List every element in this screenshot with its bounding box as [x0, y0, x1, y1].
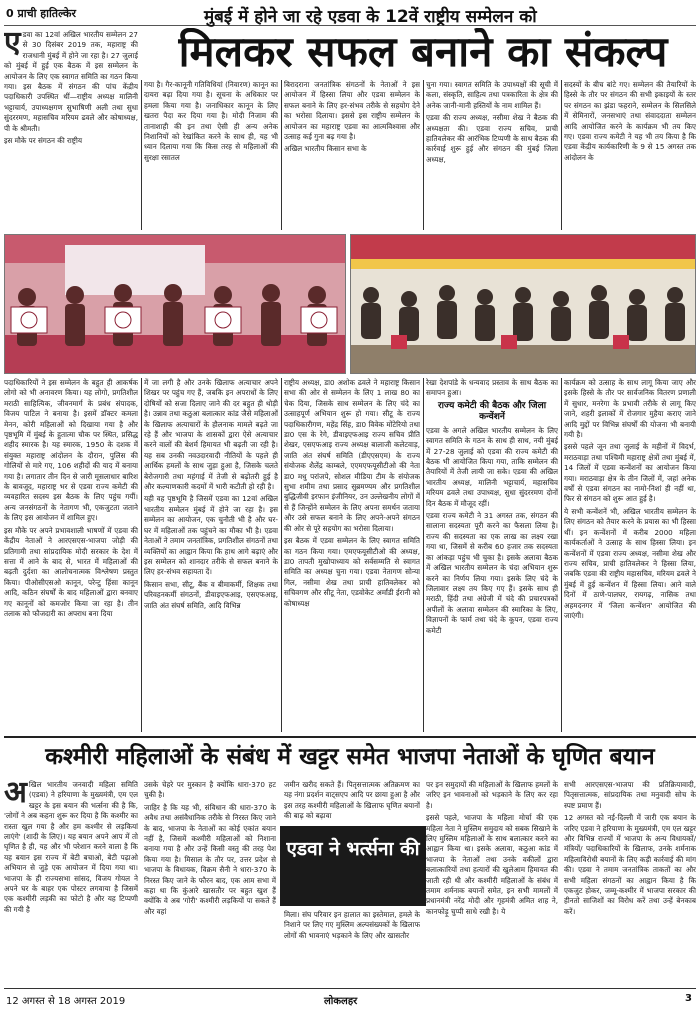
- secondary-headline: कश्मीरी महिलाओं के संबंध में खट्टर समेत भाजपा नेताओं के घृणित बयान: [4, 736, 696, 776]
- paragraph: 12 अगस्त को नई-दिल्ली में जारी एक बयान के जरिए एडवा ने हरियाणा के मुख्यमंत्री, एम एल खट्टर और विभिन्न राज्यों में भाजपा के अन्य विधायकों/ मंत्रियों/ पदाधिकारियों के खिलाफ, उनके शर्मनाक महिलाविरोधी बयानों के लिए कड़ी कार्रवाई की मांग की। एडवा ने तमाम जनतांत्रिक ताकतों का और सभी महिला संगठनों का आह्वान किया है कि एकजुट होकर, जम्मू-कश्मीर में भाजपा सरकार की हीनतो साजिशों का विरोध करें तथा उन्हें बेनकाब करें।: [564, 813, 696, 916]
- paragraph: राष्ट्रीय अध्यक्ष, डा0 अशोक ढवले ने महाराष्ट्र किसान सभा की ओर से सम्मेलन के लिए 1 लाख 80 का चेक दिया, जिसके साथ सम्मेलन के लिए चंदे का उत्साहपूर्ण अभियान शुरू हो गया। सीटू के राज्य पदाधिकारीगण, महेंद्र सिंह, डा0 विवेक मोंटेरियो तथा डा0 एस के रेगे, डीवाइएफआइ राज्य सचिव प्रीति शेखर, एसएफआइ राज्य अध्यक्ष बालाजी कलेटवाड़, जाति अंत संघर्ष समिति (डीएएसएम) के राज्य संयोजक शैलेंद्र काम्बले, एएमएफयूसीटीओ की नेता डा0 मधु परांजपे, सोशल मीडिया टीम के संयोजक सुभा शमीम तथा प्रसाद सुब्रमण्यम और प्रगतिशील बुद्धिजीवी इरफान इंजीनियर, उन उल्लेखनीय लोगों में से हैं जिन्होंने सम्मेलन के लिए अपना समर्थन जताया और उसे सफल बनाने के लिए अपने-अपने संगठन की ओर से पूरे सहयोग का भरोसा दिलाया।: [284, 378, 420, 533]
- paragraph: गया है। गैर-कानूनी गतिविधियां (निवारण) कानून का दायरा बढ़ा दिया गया है। सूचना के अधिकार पर हमला किया गया है। जनाधिकार कानून के लिए खतरा पैदा कर दिया गया है। मोदी निजाम की तानाशाही की इन तथा ऐसी ही अन्य अनेक निशानियों को रेखांकित करने के साथ ही, यह भी ध्यान दिलाया गया कि किस तरह से महिलाओं की सुरक्षा रसातल: [144, 80, 278, 162]
- kicker-headline: मुंबई में होने जा रहे एडवा के 12वें राष्ट्रीय सम्मेलन को: [204, 7, 537, 27]
- paragraph: पर इन समुदायों की महिलाओं के खिलाफ हमलों के जरिए इन भावनाओं को भड़काने के लिए कर रहा है।: [426, 780, 558, 810]
- paragraph: एडवा राज्य कमेटी ने 31 अगस्त तक, संगठन की सालाना सदस्यता पूरी करने का फैसला लिया है। राज्य की सदस्यता का एक लाख का लक्ष्य रखा गया था, जिसमें से करीब 60 हजार तक सदस्यता का आंकड़ा पहुंच भी चुका है। इसके अलावा बैठक में अखिल भारतीय सम्मेलन के चंदा अभियान शुरू करने का निर्णय लिया गया। इसके लिए चंदे के जिलावार लक्ष्य तय किए गए हैं। इसके साथ ही मराठी, हिंदी तथा अंग्रेजी में चंदे की प्रचारपत्रकों अपीलों के अलावा सम्मेलन की स्मारिका के लिए, विज्ञापनों के फार्म तथा चंदे के कूपन, एडवा राज्य कमेटी: [426, 511, 558, 635]
- story1-column-3b: [284, 378, 420, 732]
- paragraph: जमीन खरीद सकते हैं। पितृसत्तात्मक अतिक्रमण का यह नंगा प्रदर्शन वाट्सएप आदि पर छाया हुआ है और इस तरह कश्मीरी महिलाओं के खिलाफ घृणित बयानों की बाढ़ को बढ़ावा: [284, 780, 420, 821]
- paragraph: चुना गया। स्वागत समिति के उपाध्यक्षों की सूची में कला, संस्कृति, साहित्य तथा पत्रकारिता के क्षेत्र की अनेक जानी-मानी हस्तियों के नाम शामिल हैं।: [426, 80, 558, 110]
- column-divider: [561, 80, 562, 230]
- paragraph: रेखा देशपांडे के धन्यवाद प्रस्ताव के साथ बैठक का समापन हुआ।: [426, 378, 558, 398]
- column-divider: [141, 378, 142, 732]
- page-footer: [4, 988, 696, 1008]
- paragraph: किसान सभा, सीटू, बैंक व बीमाकर्मी, शिक्षक तथा परिवहनकर्मी संगठनों, डीवाइएफआइ, एसएफआइ, जाति अंत संघर्ष समिति, आदि विभिन्न: [144, 579, 278, 610]
- paragraph: खिल भारतीय जनवादी महिला समिति (एडवा) ने हरियाणा के मुख्यमंत्री, एम एल खट्टर के इस बयान की भर्त्सना की है कि, 'लोगों ने अब कहना शुरू कर दिया है कि कश्मीर का रास्ता खुल गया है और हम कश्मीर से लड़कियां लाएंगे' (शादी के लिए)। यह बयान अपने आप में तो घृणित है ही, यह और भी परेशान करने वाला है कि यह बयान इस राज्य में बेटी बचाओ, बेटी पढ़ाओ अभियान से जुड़े एक आयोजन में दिया गया था। भाजपा के ही राज्यसभा सांसद, विजय गोयल ने अपने घर के बाहर एक पोस्टर लगवाया है जिसमें एक कश्मीरी लड़की का फोटो है और यह टिप्पणी की गयी है: [4, 780, 138, 914]
- column-divider: [561, 378, 562, 732]
- paragraph: में जा लगी है और उनके खिलाफ अत्याचार अपने शिखर पर पहुंच गए हैं, जबकि इन अपराधों के लिए दोषियों को सजा दिलाए जाने की दर बहुत ही थोड़ी है। उन्नाव तथा कठुआ बलात्कार कांड जैसे महिलाओं के खिलाफ अत्याचारों के हौलनाक मामले बढ़ते जा रहे हैं और भाजपा के शासकों द्वारा ऐसे अत्याचार करने वालों की बेशर्म हिमायत भी बढ़ती जा रही है। यह सब उनकी नवउदारवादी नीतियों के पहले ही आर्थिक हमलों के साथ जुड़ा हुआ है, जिसके चलते बेरोजगारी तथा महंगाई में तेजी से बढ़ोतरी हुई है और कल्याणकारी कदमों में भारी कटौती हो रही है।: [144, 378, 278, 492]
- story2-column-3-top: [284, 780, 420, 824]
- paragraph: यही वह पृष्ठभूमि है जिसमें एडवा का 12वां अखिल भारतीय सम्मेलन मुंबई में होने जा रहा है। इस सम्मेलन का आयोजन, एक चुनौती भी है और घर-घर में महिलाओं तक पहुंचने का मौका भी है। एडवा नेताओं ने तमाम जनतांत्रिक, प्रगतिशील संगठनों तथा व्यक्तियों का आह्वान किया कि हाथ आगे बढ़ाएं और इस सम्मेलन को शानदार तरीके से सफल बनाने के लिए हर-संभव सहायता दें।: [144, 494, 278, 577]
- story1-column-4: [426, 80, 558, 230]
- paragraph: एडवा की राज्य अध्यक्ष, नसीमा शेख ने बैठक की अध्यक्षता की। एडवा राज्य सचिव, प्राची हातिवलेकर की आरंभिक टिप्पणी के साथ बैठक की कार्रवाई शुरू हुई और संगठन की मुंबई जिला अध्यक्ष,: [426, 113, 558, 164]
- paragraph: डवा का 12वां अखिल भारतीय सम्मेलन 27 से 30 दिसंबर 2019 तक, महाराष्ट्र की राजधानी मुंबई में होने जा रहा है। 27 जुलाई को मुंबई में हुई एक बैठक में इस सम्मेलन के आयोजन के लिए एक स्वागत समिति का गठन किया गया। इस बैठक में संगठन की पांच केंद्रीय पदाधिकारी उपस्थित थीं—राष्ट्रीय अध्यक्ष मालिनी भट्टाचार्य, उपाध्यक्षगण सुभाषिणी अली तथा सुधा सुंदररमण, महासचिव मरियम ढवले और कोषाध्यक्ष, पी के श्रीमती।: [4, 30, 138, 133]
- story1-column-4b: [426, 378, 558, 732]
- paragraph: सदस्यों के बीच बांटे गए। सम्मेलन की तैयारियों के हिस्से के तौर पर संगठन की सभी इकाइयों के स्तर पर संगठन का झंडा फहराने, सम्मेलन के सिलसिले में सेमिनारों, जनसभाएं तथा संवाददाता सम्मेलन आदि आयोजित करने के कार्यक्रम भी तय किए गए। एडवा राज्य कमेटी ने यह भी तय किया है कि एडवा केंद्रीय कार्यकारिणी के 9 से 15 अगस्त तक आंदोलन के: [564, 80, 696, 162]
- paragraph: बिरादराना जनतांत्रिक संगठनों के नेताओं ने इस आयोजन में हिस्सा लिया और एडवा सम्मेलन के सफल बनाने के लिए हर-संभव तरीके से सहयोग देने का भरोसा दिलाया। इससे इस राष्ट्रीय सम्मेलन के आयोजन का महाराष्ट्र एडवा का आत्मविश्वास और उत्साह कई गुना बढ़ गया है।: [284, 80, 420, 142]
- paragraph: कार्यक्रम को उत्साह के साथ लागू किया जाए और इसके हिस्से के तौर पर सार्वजनिक वितरण प्रणाली में सुधार, मनरेगा के प्रभावी तरीके से लागू किए जाने, शहरी इलाकों में रोजगार मुहैया कराए जाने आदि मुद्दों पर विभिन्न संघर्षों की योजना भी बनायी गयी है।: [564, 378, 696, 440]
- story1-column-1b: [4, 378, 138, 732]
- top-bar: [4, 4, 696, 26]
- photo-logo-unveiling-illustration: [5, 235, 346, 374]
- column-divider: [423, 80, 424, 230]
- paragraph: उसके चेहरे पर मुस्कान है क्योंकि धारा-370 हट चुकी है।: [144, 780, 276, 800]
- paragraph: मिला। संघ परिवार इन हालात का इस्तेमाल, हमले के निशाने पर लिए गए मुस्लिम अल्पसंख्यकों के खिलाफ लोगों की भावनाएं भड़काने के लिए और खासतौर: [284, 910, 420, 940]
- paragraph: इस मौके पर अपने प्रभावशाली भाषणों में एडवा की केंद्रीय नेताओं ने आरएसएस-भाजपा जोड़ी की प्रतिगामी तथा सांप्रदायिक मोदी सरकार के देश में सत्ता में आने के बाद से, भारत में महिलाओं की बढ़ती दुर्दशा का आलोचनात्मक विश्लेषण प्रस्तुत किया। पीओसीएसओ कानून, परेन्टु हिंसा कानून आदि, कठिन संघर्षों के बाद महिलाओं द्वारा बनवाए गए कानूनों को कमजोर किया जा रहा है। तीन तलाक को फौजदारी का अपराध बना दिया: [4, 525, 138, 618]
- photo-meeting-audience-illustration: [351, 235, 696, 374]
- story2-column-2: [144, 780, 276, 984]
- paragraph: सभी आरएसएस-भाजपा की प्रतिक्रियावादी, पितृसत्तात्मक, सांप्रदायिक तथा मनुवादी सोच के स्पष्ट प्रमाण हैं।: [564, 780, 696, 810]
- section-label: 0 प्राची हातिल्केर: [6, 7, 76, 20]
- story1-column-5b: [564, 378, 696, 732]
- photo-logo-unveiling: [4, 234, 346, 374]
- dropcap: ए: [4, 30, 21, 60]
- paragraph: इस मौके पर संगठन की राष्ट्रीय: [4, 136, 82, 146]
- photo-meeting-audience: [350, 234, 696, 374]
- paragraph: जाहिर है कि यह भी, संविधान की धारा-370 के अवैध तथा असंवैधानिक तरीके से निरस्त किए जाने के बाद, भाजपा के नेताओं का कोई एकांत बयान नहीं है, जिसमें कश्मीरी महिलाओं को निशाना बनाया गया है और उन्हें किसी वस्तु की तरह पेश किया गया है। मिसाल के तौर पर, उत्तर प्रदेश से भाजपा के विधायक, विक्रम सैनी ने धारा-370 के निरस्त किए जाने के फौरन बाद, एक आम सभा में कहा था कि कुंआरे खासतौर पर बहुत खुश हैं क्योंकि वे अब 'गोरी' कश्मीरी लड़कियों पा सकते हैं और वहां: [144, 802, 276, 916]
- paragraph: ये सभी कन्वेंशनें भी, अखिल भारतीय सम्मेलन के लिए संगठन को तैयार करने के प्रयास का भी हिस्सा थीं। इन कन्वेंशनों में करीब 2000 महिला कार्यकर्ताओं ने उत्साह के साथ हिस्सा लिया। इन कन्वेंशनों में एडवा राज्य अध्यक्ष, नसीमा शेख और राज्य सचिव, प्राची हातिवलेकर ने हिस्सा लिया, जबकि एडवा की राष्ट्रीय महासचिव, मरियम ढवले ने मुंबई में हुई कन्वेंशन में हिस्सा लिया। आने वाले दिनों में ठाणे-पालघर, रायगढ़, नासिक तथा अहमदनगर में 'जिला कन्वेंशन' आयोजित की जाएंगी।: [564, 506, 696, 620]
- story2-column-3-bottom: [284, 910, 420, 984]
- story1-column-2b: [144, 378, 278, 732]
- footer-publication: लोकलहर: [324, 996, 358, 1007]
- column-divider: [281, 378, 282, 732]
- story1-column-3: [284, 80, 420, 230]
- paragraph: इस बैठक में एडवा सम्मेलन के लिए स्वागत समिति का गठन किया गया। एमएफयूसीटीओ की अध्यक्ष, डा0 तापती मुखोपाध्याय को सर्वसम्मति से स्वागत समिति का अध्यक्ष चुना गया। एडवा नेतागण सोन्या गिल, नसीमा शेख तथा प्राची हातिवलेकर को सचिवगण और सीटू नेता, एडवोकेट अर्मांडी ईरानी को कोषाध्यक्ष: [284, 536, 420, 608]
- paragraph: इससे पहले, भाजपा के महिला मोर्चा की एक महिला नेता ने मुस्लिम समुदाय को सबक सिखाने के लिए मुस्लिम महिलाओं के साथ बलात्कार करने का आह्वान किया था। इसके अलावा, कठुआ कांड में भाजपा के नेताओं तथा उनके वकीलों द्वारा बलात्कारियों तथा हत्यारों की खुलेआम हिमायत की जाती रही थी और कश्मीरी महिलाओं के संबंध में तमाम शर्मनाक बयानों समेत, इन सभी मामलों में प्रधानमंत्री नरेंद्र मोदी और गृहमंत्री अमित शाह ने, कानफोड़ू चुप्पी साधे रखी है। ये: [426, 813, 558, 916]
- column-divider: [281, 80, 282, 230]
- paragraph: अखिल भारतीय किसान सभा के: [284, 144, 367, 154]
- dropcap: अ: [4, 780, 27, 810]
- story2-column-5: [564, 780, 696, 984]
- story2-column-1: [4, 780, 138, 984]
- footer-date: 12 अगस्त से 18 अगस्त 2019: [6, 996, 126, 1007]
- paragraph: इससे पहले जून तथा जुलाई के महीनों में विदर्भ, मराठवाड़ा तथा पश्चिमी महाराष्ट्र क्षेत्रों तथा मुंबई में, 14 जिलों में एडवा कन्वेंशनों का आयोजन किया गया। मराठवाड़ा क्षेत्र के तीन जिलों में, जहां अनेक वर्षों से एडवा संगठन का नामो-निशां ही नहीं था, फिर से संगठन को शुरू आत हुई है।: [564, 442, 696, 504]
- pull-quote-callout: एडवा ने भर्त्सना की: [280, 826, 426, 906]
- paragraph: पदाधिकारियों ने इस सम्मेलन के बहुत ही आकर्षक लोगो को भी अनावरण किया। यह लोगो, प्रगतिशील मराठी साहित्यिक, जीवनमार्ग के प्रबंध संपादक, विजय पाटिल ने बनाया है। इसमें डॉक्टर कमला मेनन, कोरी महिलाओं को दिखाया गया है और पृष्ठभूमि में मुंबई के हुतात्मा चौक पर स्थित, प्रसिद्ध शहीद स्मारक है। यह स्मारक, 1950 के दशक में संयुक्त महाराष्ट्र आंदोलन के दौरान, पुलिस की गोलियों से मारे गए, 106 शहीदों की याद में बनाया गया है। लगातार तीन दिन से जारी मूसलाधार बारिश के बावजूद, महाराष्ट्र भर से एडवा राज्य कमेटी की व्यवहारित सदस्य इस बैठक के लिए पहुंच गयीं। अन्य जनसंगठनों के नेतागण भी, एकजुटता जताने के लिए इस आयोजन में शामिल हुए।: [4, 378, 138, 523]
- story1-column-1: [4, 30, 138, 230]
- main-headline: मिलकर सफल बनाने का संकल्प: [178, 28, 668, 76]
- story1-column-5: [564, 80, 696, 230]
- story1-column-2: [144, 80, 278, 230]
- paragraph: एडवा के अगले अखिल भारतीय सम्मेलन के लिए स्वागत समिति के गठन के साथ ही साथ, नयी मुंबई में 27-28 जुलाई को एडवा की राज्य कमेटी की बैठक भी आयोजित किया गया, ताकि सम्मेलन की तैयारियों में तेजी लायी जा सके। एडवा की अखिल भारतीय अध्यक्ष, मालिनी भट्टाचार्य, महासचिव मरियम ढवले तथा उपाध्यक्ष, सुधा सुंदररमण दोनों दिन बैठक में मौजूद रहीं।: [426, 425, 558, 508]
- story2-column-4: [426, 780, 558, 984]
- subheading: राज्य कमेटी की बैठक और जिला कन्वेंशनें: [437, 400, 547, 422]
- page-number: 3: [685, 993, 692, 1004]
- column-divider: [423, 378, 424, 732]
- column-divider: [141, 80, 142, 230]
